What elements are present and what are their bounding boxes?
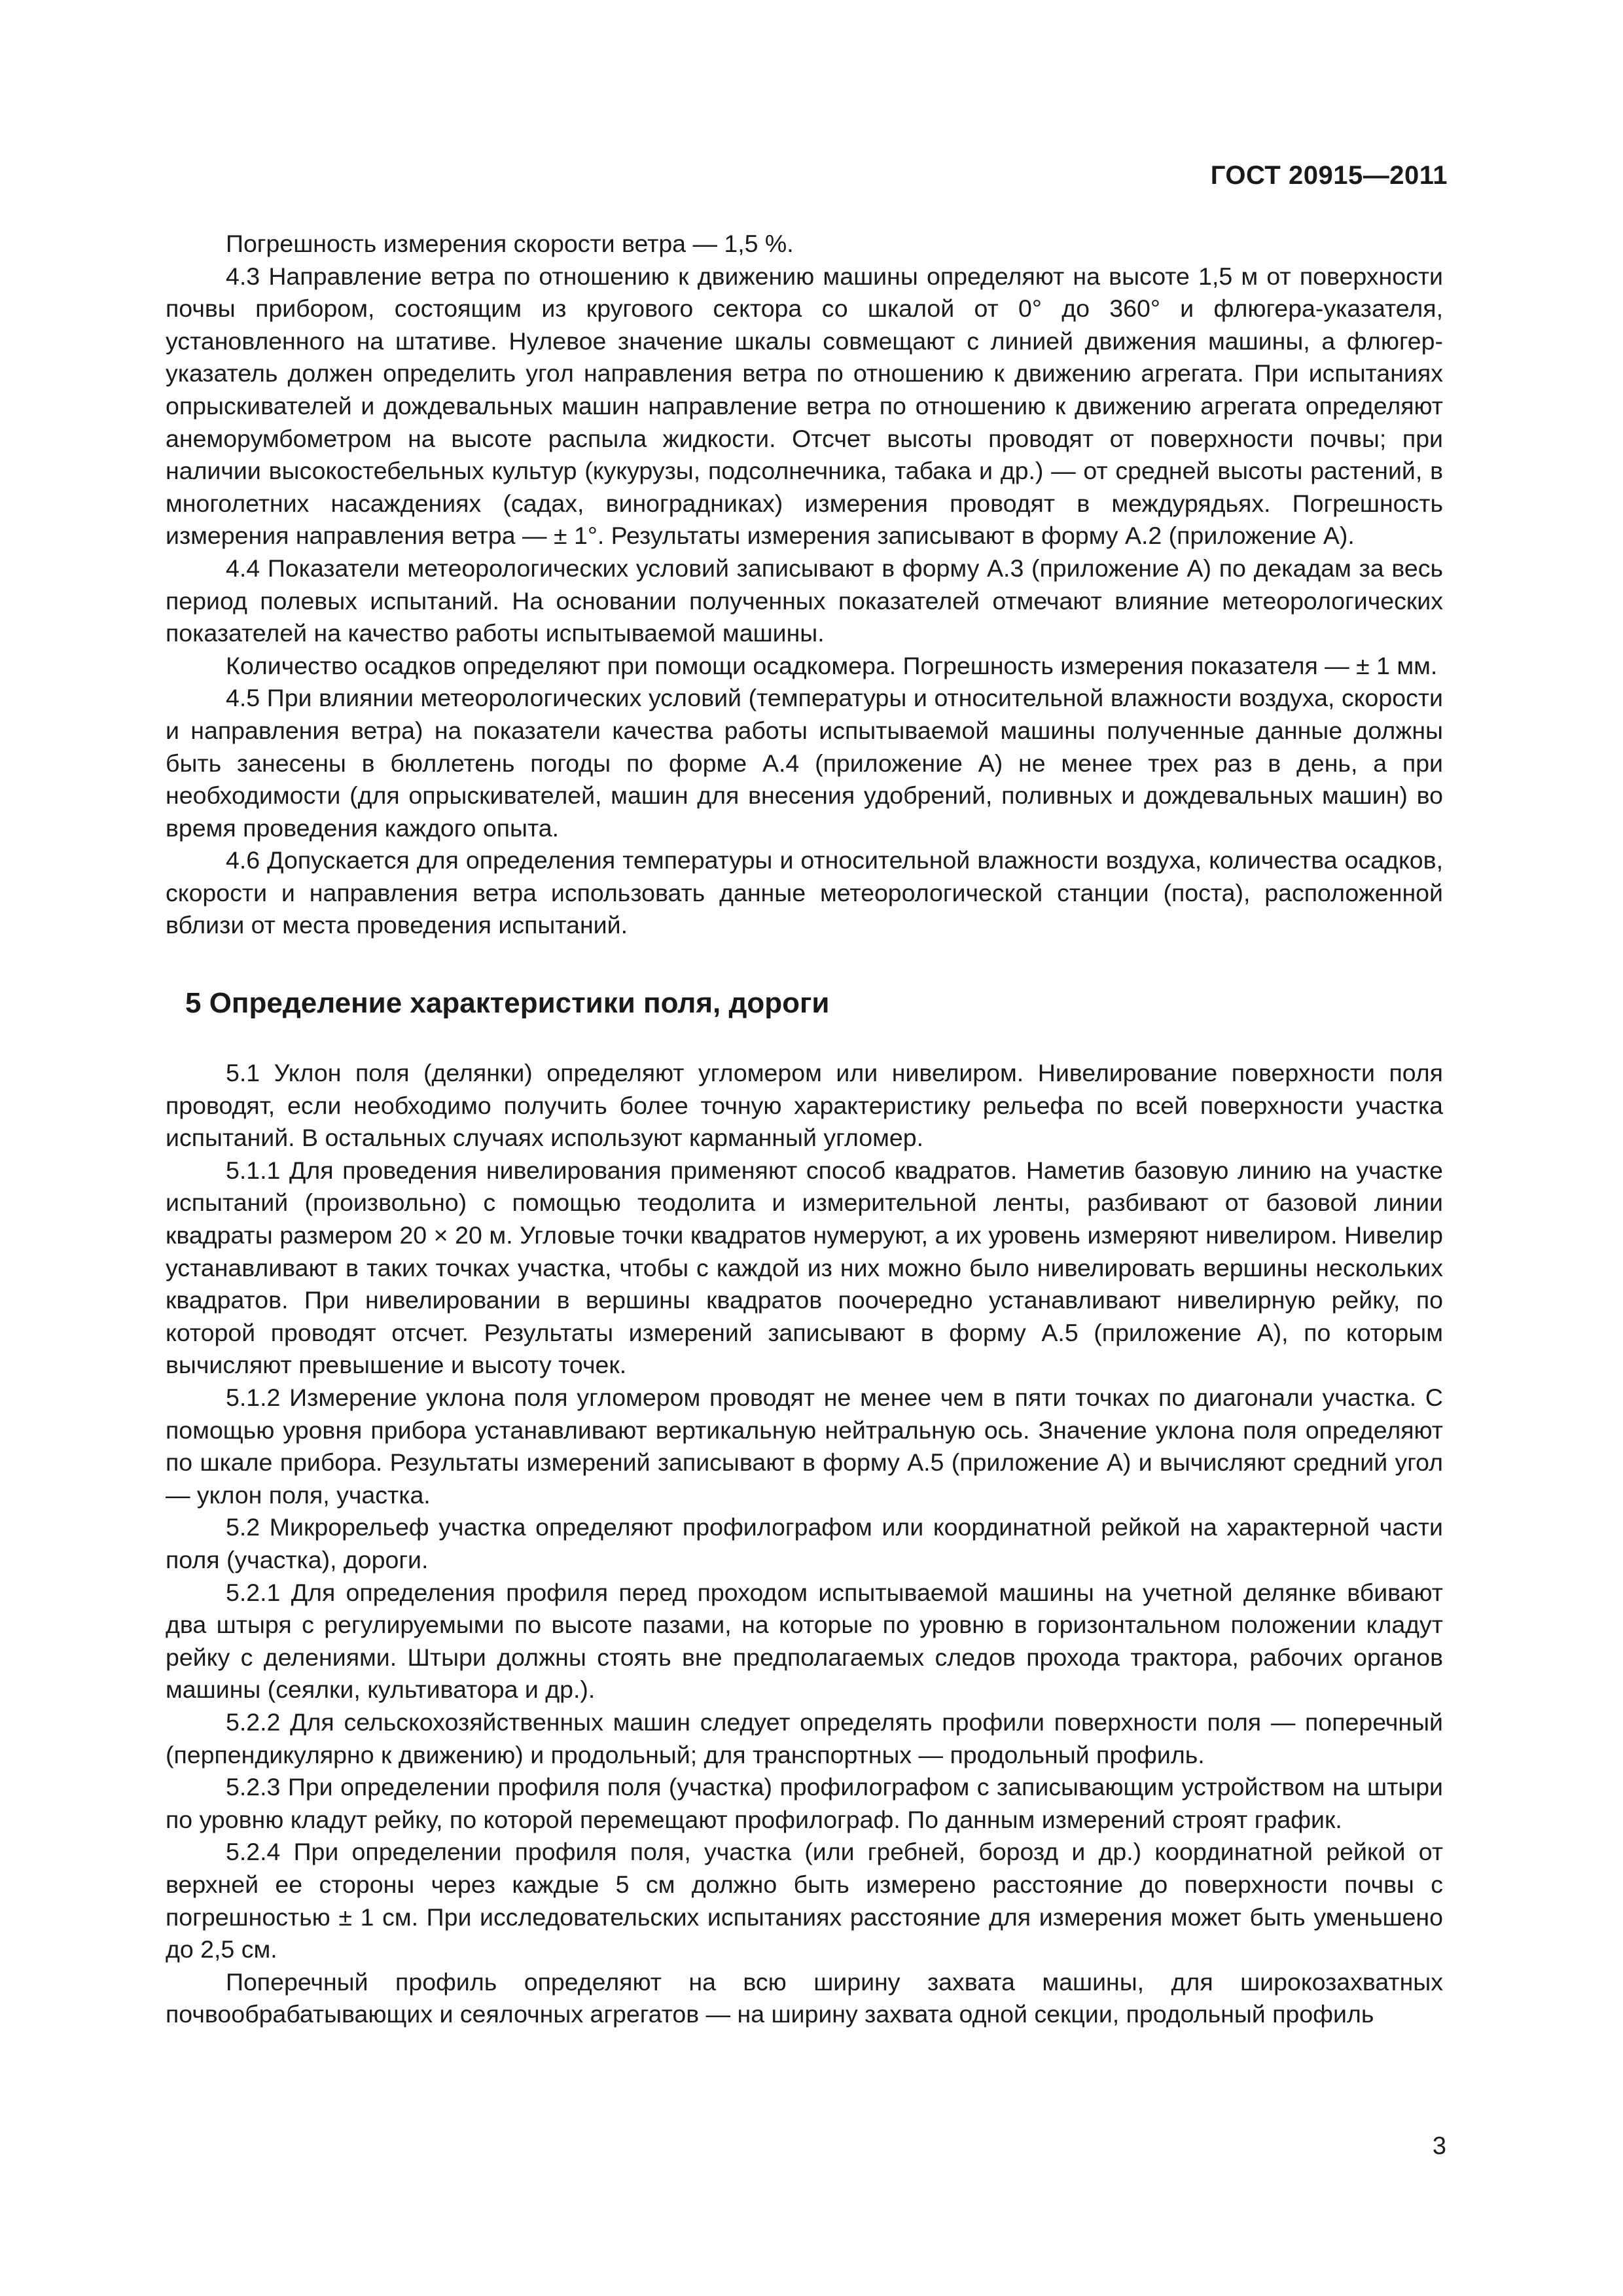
page-number: 3 bbox=[1432, 2132, 1446, 2160]
paragraph: 4.3 Направление ветра по отношению к движению машины определяют на высоте 1,5 м от поверхности почвы прибором, состоящим из кругового сектора со шкалой от 0° до 360° и флюгера-указателя, установленного на штативе. Нулевое значение шкалы совмещают с линией движения машины, а флюгер-указатель должен определить угол направления ветра по отношению к движению агрегата. При испытаниях опрыскивателей и дождевальных машин направление ветра по отношению к движению агрегата определяют анеморумбометром на высоте распыла жидкости. Отсчет высоты проводят от поверхности почвы; при наличии высокостебельных культур (кукурузы, подсолнечника, табака и др.) — от средней высоты растений, в многолетних насаждениях (садах, виноградниках) измерения проводят в междурядьях. Погрешность измерения направления ветра — ± 1°. Результаты измерения записывают в форму А.2 (приложение А). bbox=[166, 262, 1443, 550]
paragraph: 5.1.1 Для проведения нивелирования применяют способ квадратов. Наметив базовую линию на участке испытаний (произвольно) с помощью теодолита и измерительной ленты, разбивают от базовой линии квадраты размером 20 × 20 м. Угловые точки квадратов нумеруют, а их уровень измеряют нивелиром. Нивелир устанавливают в таких точках участка, чтобы с каждой из них можно было нивелировать вершины нескольких квадратов. При нивелировании в вершины квадратов поочередно устанавливают нивелирную рейку, по которой проводят отсчет. Результаты измерений записывают в форму А.5 (приложение А), по которым вычисляют превышение и высоту точек. bbox=[166, 1156, 1443, 1379]
paragraph: 4.5 При влиянии метеорологических условий (температуры и относительной влажности воздуха, скорости и направления ветра) на показатели качества работы испытываемой машины полученные данные должны быть занесены в бюллетень погоды по форме А.4 (приложение А) не менее трех раз в день, а при необходимости (для опрыскивателей, машин для внесения удобрений, поливных и дождевальных машин) во время проведения каждого опыта. bbox=[166, 684, 1443, 842]
paragraph: 5.2.4 При определении профиля поля, участка (или гребней, борозд и др.) координатной рейкой от верхней ее стороны через каждые 5 см должно быть измерено расстояние до поверхности почвы с погрешностью ± 1 см. При исследовательских испытаниях расстояние для измерения может быть уменьшено до 2,5 см. bbox=[166, 1838, 1443, 1964]
section-heading: 5 Определение характеристики поля, дороги bbox=[185, 987, 830, 1020]
paragraph: 5.1.2 Измерение уклона поля угломером проводят не менее чем в пяти точках по диагонали участка. С помощью уровня прибора устанавливают вертикальную нейтральную ось. Значение уклона поля определяют по шкале прибора. Результаты измерений записывают в форму А.5 (приложение А) и вычисляют средний угол — уклон поля, участка. bbox=[166, 1384, 1443, 1509]
paragraph: 4.6 Допускается для определения температуры и относительной влажности воздуха, количества осадков, скорости и направления ветра использовать данные метеорологической станции (поста), расположенной вблизи от места проведения испытаний. bbox=[166, 846, 1443, 939]
paragraph: 5.1 Уклон поля (делянки) определяют угломером или нивелиром. Нивелирование поверхности поля проводят, если необходимо получить более точную характеристику рельефа по всей поверхности участка испытаний. В остальных случаях используют карманный угломер. bbox=[166, 1059, 1443, 1152]
paragraph: 4.4 Показатели метеорологических условий записывают в форму А.3 (приложение А) по декадам за весь период полевых испытаний. На основании полученных показателей отмечают влияние метеорологических показателей на качество работы испытываемой машины. bbox=[166, 554, 1443, 647]
document-id: ГОСТ 20915—2011 bbox=[1210, 161, 1448, 190]
page-body bbox=[166, 228, 1443, 2031]
paragraph: 5.2 Микрорельеф участка определяют профилографом или координатной рейкой на характерной части поля (участка), дороги. bbox=[166, 1513, 1443, 1573]
paragraph: 5.2.2 Для сельскохозяйственных машин следует определять профили поверхности поля — поперечный (перпендикулярно к движению) и продольный; для транспортных — продольный профиль. bbox=[166, 1708, 1443, 1768]
paragraph: Поперечный профиль определяют на всю ширину захвата машины, для широкозахватных почвообрабатывающих и сеялочных агрегатов — на ширину захвата одной секции, продольный профиль bbox=[166, 1967, 1443, 2028]
paragraph: Погрешность измерения скорости ветра — 1,5 %. bbox=[226, 230, 794, 257]
paragraph: 5.2.1 Для определения профиля перед проходом испытываемой машины на учетной делянке вбивают два штыря с регулируемыми по высоте пазами, на которые по уровню в горизонтальном положении кладут рейку с делениями. Штыри должны стоять вне предполагаемых следов прохода трактора, рабочих органов машины (сеялки, культиватора и др.). bbox=[166, 1578, 1443, 1704]
paragraph: Количество осадков определяют при помощи осадкомера. Погрешность измерения показателя — ± 1 мм. bbox=[226, 651, 1438, 679]
paragraph: 5.2.3 При определении профиля поля (участка) профилографом с записывающим устройством на штыри по уровню кладут рейку, по которой перемещают профилограф. По данным измерений строят график. bbox=[166, 1773, 1443, 1833]
